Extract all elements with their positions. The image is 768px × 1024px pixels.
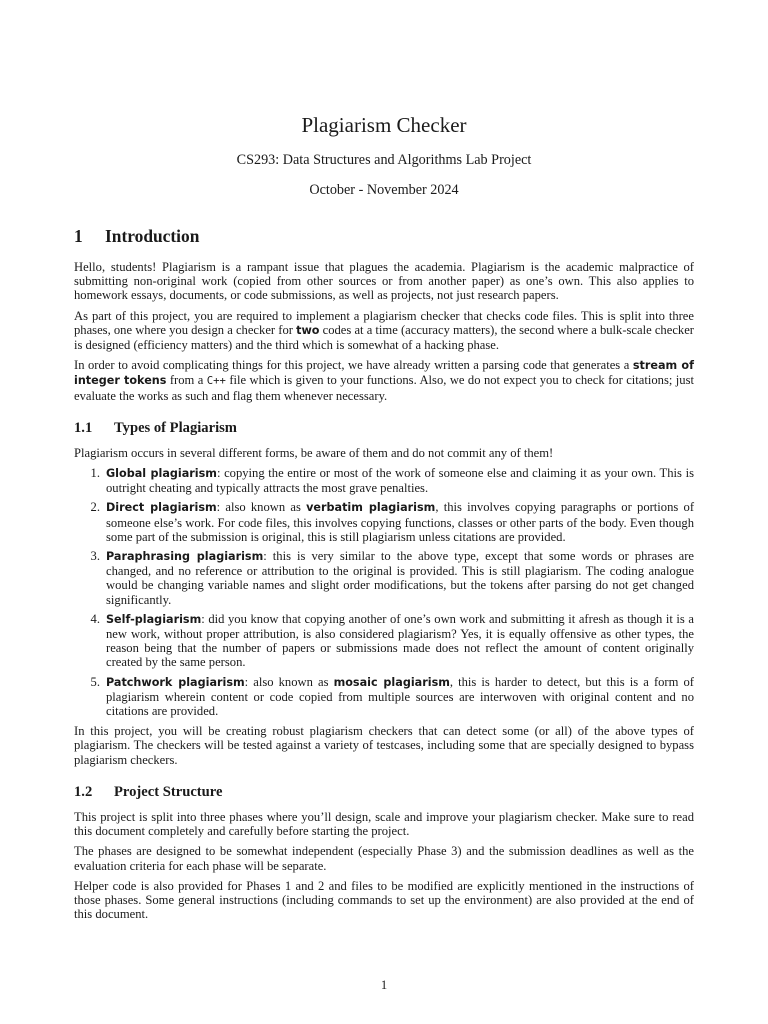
list-item-body: [106, 612, 694, 670]
list-index: 5.: [90, 674, 100, 689]
bold-term: Self-plagiarism: [106, 612, 202, 626]
bold-term: Global plagiarism: [106, 467, 217, 481]
bold-term: stream of integer tokens: [74, 359, 694, 388]
structure-paragraph-3: Helper code is also provided for Phases 1 and 2 and files to be modified are explicitly mentioned in the instructions of those phases. Some general instructions (including commands to set up the environment) are also provided at the end of this document.: [74, 878, 694, 922]
text-run: : copying the entire or most of the work of someone else and claiming it as your own. This is outright cheating and typically attracts the most grave penalties.: [106, 466, 694, 496]
intro-paragraph-2: [74, 309, 694, 353]
subsection-types-heading: [74, 419, 694, 437]
text-run: : also known as: [216, 500, 307, 515]
list-item: [74, 500, 694, 544]
bold-term: Direct plagiarism: [106, 501, 217, 515]
text-run: file which is given to your functions. Also, we do not expect you to check for citations; just evaluate the works as such and flag them whenever necessary.: [74, 373, 694, 403]
list-item-body: [106, 675, 694, 719]
list-item: [74, 612, 694, 670]
text-run: : did you know that copying another of one’s own work and submitting it afresh as though it is a new work, without proper attribution, is also considered plagiarism? Yes, it is equally offensive as other types, the reason being that the number of papers or submissions made does not reflect the amount of content originally created by the same person.: [106, 611, 694, 670]
bold-term: verbatim plagiarism: [306, 501, 436, 515]
intro-paragraph-3: [74, 358, 694, 403]
list-index: 1.: [90, 466, 100, 481]
text-run: : this is very similar to the above type, except that some words or phrases are changed, and no reference or attribution to the original is provided. This is still plagiarism. The coding analogue would be changing variable names and slight order modifications, but the tokens after parsing do not get changed significantly.: [106, 549, 694, 607]
text-run: , this involves copying paragraphs or portions of someone else’s work. For code files, this involves copying functions, classes or other parts of the body. Even though some part of the submission is original, this is still plagiarism unless citations are provided.: [106, 500, 695, 544]
structure-paragraph-1: This project is split into three phases where you’ll design, scale and improve your plagiarism checker. Make sure to read this document completely and carefully before starting the project.: [74, 809, 694, 839]
types-lead-paragraph: Plagiarism occurs in several different forms, be aware of them and do not commit any of them!: [74, 445, 554, 460]
inline-code: C++: [206, 375, 226, 388]
plagiarism-types-list: [74, 466, 694, 718]
subsection-number: 1.2: [74, 783, 93, 800]
list-index: 4.: [90, 611, 100, 626]
page-number: 1: [380, 978, 388, 992]
types-closing-paragraph: In this project, you will be creating robust plagiarism checkers that can detect some (or all) of the above types of plagiarism. The checkers will be tested against a variety of testcases, including some that are specially designed to bypass plagiarism checkers.: [74, 724, 694, 767]
bold-term: two: [296, 323, 320, 337]
list-item: [74, 549, 694, 607]
list-item: [74, 466, 694, 495]
structure-paragraph-2: The phases are designed to be somewhat independent (especially Phase 3) and the submission deadlines as well as the evaluation criteria for each phase will be separate.: [74, 844, 694, 873]
bold-term: Patchwork plagiarism: [106, 675, 245, 689]
section-introduction-heading: [74, 225, 694, 247]
list-index: 2.: [90, 500, 100, 515]
section-title: Introduction: [105, 226, 200, 246]
subsection-title: Types of Plagiarism: [114, 419, 237, 436]
document-title: Plagiarism Checker: [301, 113, 467, 137]
list-item-body: [106, 466, 694, 495]
text-run: In order to avoid complicating things for this project, we have already written a parsing code that generates a: [74, 358, 633, 373]
text-run: As part of this project, you are required to implement a plagiarism checker that checks code files. This is split into three phases, one where you design a checker for: [74, 308, 694, 337]
subsection-title: Project Structure: [114, 783, 223, 800]
text-run: codes at a time (accuracy matters), the second where a bulk-scale checker is designed (efficiency matters) and the third which is somewhat of a hacking phase.: [74, 322, 694, 353]
text-run: : also known as: [244, 674, 334, 689]
list-item-body: [106, 549, 694, 607]
section-number: 1: [74, 226, 83, 246]
bold-term: Paraphrasing plagiarism: [106, 550, 264, 564]
bold-term: mosaic plagiarism: [333, 675, 450, 689]
subsection-number: 1.1: [74, 419, 93, 436]
intro-paragraph-1: Hello, students! Plagiarism is a rampant issue that plagues the academia. Plagiarism is the academic malpractice of submitting non-original work (copied from other sources or from another paper) as one’s own. This also applies to homework essays, documents, or code submissions, as well as projects, not just research papers.: [74, 260, 694, 303]
page-content: [74, 112, 694, 927]
subsection-structure-heading: [74, 783, 694, 801]
text-run: , this is harder to detect, but this is a form of plagiarism wherein content or code copied from multiple sources are interwoven with original content and no citations are provided.: [106, 674, 694, 719]
list-item-body: [106, 500, 694, 544]
list-index: 3.: [90, 549, 100, 564]
list-item: [74, 675, 694, 719]
course-subtitle: CS293: Data Structures and Algorithms Lab Project: [236, 152, 532, 168]
date-subtitle: October - November 2024: [309, 182, 459, 198]
text-run: from a: [166, 373, 207, 388]
